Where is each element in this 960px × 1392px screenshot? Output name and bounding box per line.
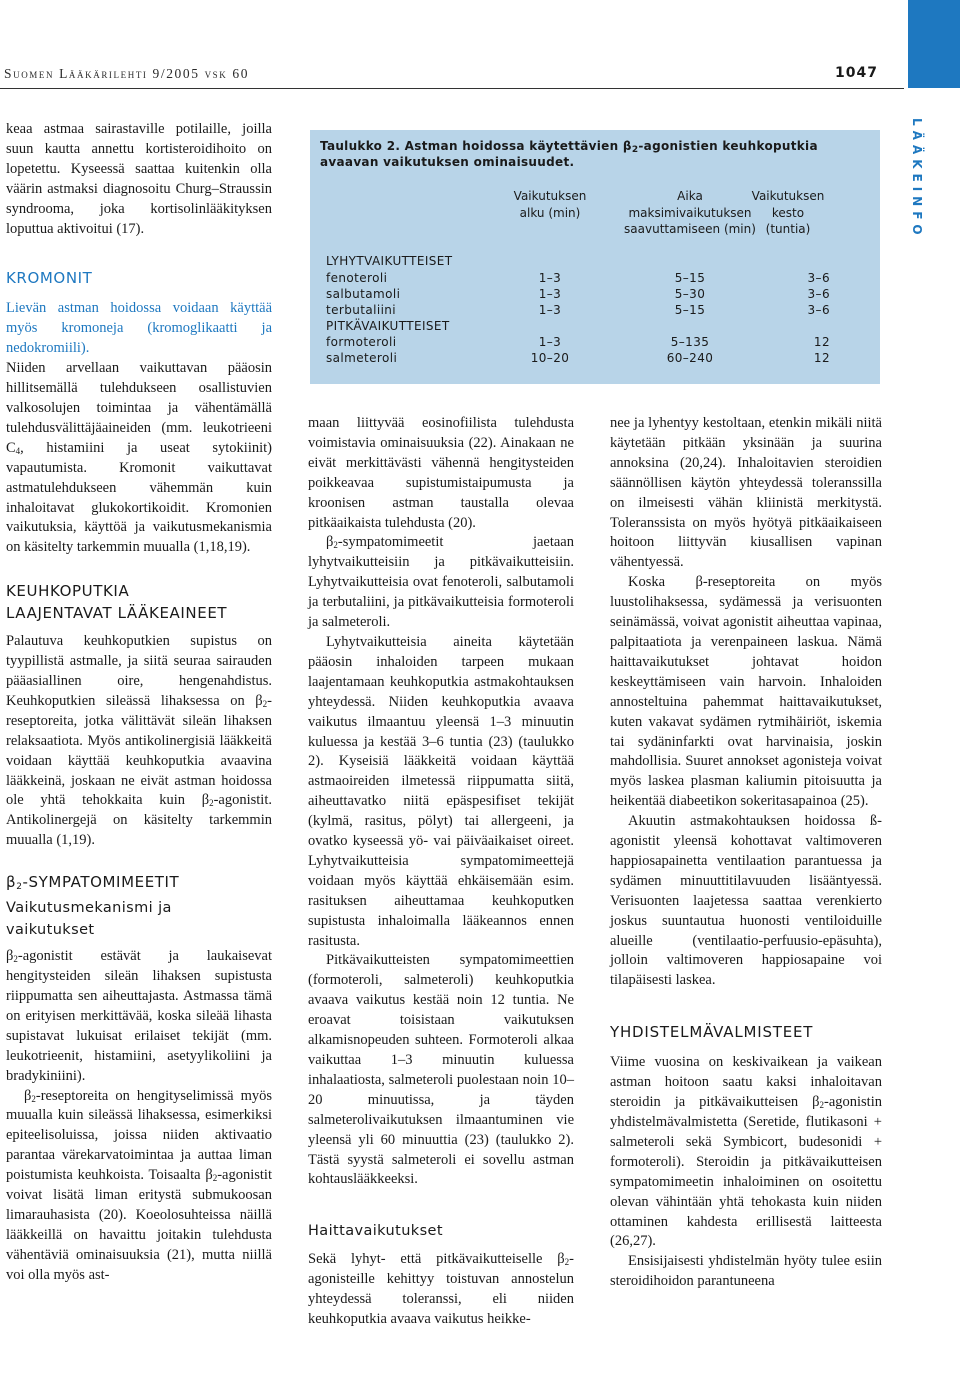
color-tab xyxy=(908,0,960,88)
paragraph: $\beta_2$-reseptoreita on hengityselimissä myös muualla kuin sileässä lihaksessa, esimerkiksi epiteelisoluissa, joissa niiden aktivaatio parantaa värekarvatoimintaa ja auttaa liman poistumista keuhkoista. Toisaalta $\beta_2$-agonistit voivat lisätä liman eritystä submukoosan limarauhasista (20). Koeolosuhteissa näillä lääkkeillä on havaittu joitakin tulehdusta vähentäviä ominaisuuksia (21), mutta niillä voi olla myös ast- xyxy=(6,1087,272,1283)
page-number: 1047 xyxy=(835,65,878,81)
table-row: salmeteroli 10–20 60–240 12 xyxy=(326,351,830,365)
table-row: fenoteroli 1–3 5–15 3–6 xyxy=(326,271,830,285)
table-group-label: PITKÄVAIKUTTEISET xyxy=(326,319,450,333)
heading-keuhkoputkia-line1: KEUHKOPUTKIA xyxy=(6,582,130,601)
column-1 xyxy=(6,120,272,1286)
paragraph: Palautuva keuhkoputkien supistus on tyypillistä astmalle, ja siitä seuraa sairauden pääasiallinen oire, hengenahdistus. Keuhkoputkien sileässä lihaksessa on $\beta_2$-reseptoreita, jotka välittävät sileän lihaksen relaksaatiota. Myös antikolinergisiä lääkkeitä voidaan käyttää keuhkoputkia avaavina lääkkeinä, joskaan ne eivät astman hoidossa ole yhtä tehokkaita kuin $\beta_2$-agonistit. Antikolinergejä on käsitelty tarkemmin muualla (1,19). xyxy=(6,633,272,849)
heading-yhdistelmavalmisteet: YHDISTELMÄVALMISTEET xyxy=(610,1023,814,1042)
running-header xyxy=(0,66,904,89)
heading-keuhkoputkia-line2: LAAJENTAVAT LÄÄKEAINEET xyxy=(6,604,228,623)
table-title: Taulukko 2. Astman hoidossa käytettävien $\beta_2$-agonistien keuhkoputkia avaavan vaikutuksen ominaisuudet. xyxy=(320,139,818,169)
column-3 xyxy=(610,414,882,1292)
column-2 xyxy=(308,414,574,1330)
heading-kromonit: KROMONIT xyxy=(6,269,93,288)
paragraph: maan liittyvää eosinofiilista tulehdusta voimistavia ominaisuuksia (22). Ainakaan ne eivät merkittävästi vähennä hengitysteiden poikkeavaa supistumistaipumusta ja kroonisen astman taustalla olevaa pitkäaikaista tulehdusta (20). xyxy=(308,415,574,531)
column-header-onset: Vaikutuksen alku (min) xyxy=(513,189,587,220)
paragraph: $\beta_2$-sympatomimeetit jaetaan lyhytvaikutteisiin ja pitkävaikutteisiin. Lyhytvaikutteisia ovat fenoteroli, salbutamoli ja terbutaliini, ja pitkävaikutteisia formoteroli ja salmeteroli. xyxy=(308,534,574,631)
paragraph: Pitkävaikutteisten sympatomimeettien (formoteroli, salmeteroli) keuhkoputkia avaava vaikutus kestää noin 12 tuntia. Ne eroavat toisistaan vaikutuksen alkamisnopeuden suhteen. Formoteroli alkaa vaikuttaa 1–3 minuutin kuluessa inhalaatiosta, salmeteroli puolestaan noin 10–20 minuutissa, ja täyden salmeterolivaikutuksen ilmaantuminen vie yleensä yli 60 minuuttia (23) (taulukko 2). Tästä syystä salmeteroli ei sovellu astman kohtauslääkkeeksi. xyxy=(308,952,574,1188)
subheading-mekanismi-line2: vaikutukset xyxy=(6,922,95,939)
paragraph: Ensisijaisesti yhdistelmän hyöty tulee esiin steroidihoidon parantuneena xyxy=(610,1253,882,1290)
paragraph: Koska β-reseptoreita on myös luustolihaksessa, sydämessä ja verisuonten seinämässä, voivat agonistit aiheuttaa vapinaa, palpitaatiota ja verenpaineen laskua. Nämä haittavaikutukset johtavat hoidon keskeyttämiseen vain harvoin. Inhaloiden annosteltuina pahemmat haittavaikutukset, kuten vakavat sydämen rytmihäiriöt, iskemia tai sydäninfarkti ovat harvinaisia, joskin mahdollisia. Suuret annokset agonisteja voivat myös laskea plasman kaliumin pitoisuutta ja heikentää diabeetikon sokeritasapainoa (25). xyxy=(610,574,882,810)
journal-reference: Suomen Lääkärilehti 9/2005 vsk 60 xyxy=(4,66,250,81)
table-2 xyxy=(310,130,880,384)
table-group-label: LYHYTVAIKUTTEISET xyxy=(326,254,453,268)
paragraph: Niiden arvellaan vaikuttavan pääosin hillitsemällä tulehdukseen osallistuvien valkosolujen toimintaa ja vähentämällä tulehdusvälittäjäaineiden (mm. leukotrieeni $C_4$, histamiini ja useat sytokiinit) vapautumista. Kromonit vaikuttavat astmatulehdukseen vähemmän kuin inhaloitavat glukokortikoidit. Kromonien vaikutuksia, käyttöä ja vaikutusmekanismia on käsitelty tarkemmin muualla (1,18,19). xyxy=(6,360,272,556)
paragraph: Akuutin astmakohtauksen hoidossa ß-agonistit yleensä kohottavat valtimoveren happiosapainetta ventilaation parantuessa ja sydämen minuuttitilavuuden lisääntyessä. Verisuonten laajetessa saattaa verenkierto joskus suuntautua huonosti ventiloiduille alueille (ventilaatio-perfuusio-epäsuhta), jolloin valtimoveren happiosapaine voi tilapäisesti laskea. xyxy=(610,813,882,989)
table-row: formoteroli 1–3 5–135 12 xyxy=(326,335,830,349)
paragraph: $\beta_2$-agonistit estävät ja laukaisevat hengitysteiden sileän lihaksen supistusta riippumatta sen aiheuttajasta. Astmassa tämä on erityisen merkittävää, koska sileää lihasta supistavat lukuisat erilaiset tekijät (mm. leukotrieenit, histamiini, asetyylikoliini ja bradykiniini). xyxy=(6,948,272,1084)
paragraph: keaa astmaa sairastaville potilaille, joilla suun kautta annettu kortisteroidihoito on lopetettu. Kyseessä saattaa kuitenkin olla väärin astmaksi diagnosoitu Churg–Straussin syndrooma, joka kortisolinlääkityksen loputtua aktivoitui (17). xyxy=(6,121,272,237)
column-header-peak: Aika maksimivaikutuksen saavuttamiseen (min) xyxy=(624,189,756,236)
subheading-haittavaikutukset: Haittavaikutukset xyxy=(308,1223,443,1240)
column-header-duration: Vaikutuksen kesto (tuntia) xyxy=(751,189,825,236)
paragraph: Lyhytvaikutteisia aineita käytetään pääosin inhaloiden tarpeen mukaan laajentamaan keuhkoputkia astmakohtauksen yhteydessä. Niiden keuhkoputkia avaava vaikutus ilmaantuu yleensä 1–3 minuutin kuluessa ja kestää 3–6 tuntia (23) (taulukko 2). Kyseisiä lääkkeitä voidaan käyttää astmaoireiden ilmetessä riippumatta siitä, aiheuttavatko niitä epäspesifiset tekijät (kylmä, rasitus, pölyt) tai allergeeni, ja ovatko kyseessä yö- vai päiväaikaiset oireet. Lyhytvaikutteisia sympatomimeettejä voidaan myös käyttää ehkäisemään esim. rasituksen aiheuttamaa keuhkoputken supistusta inhaloimalla lääkeannos ennen rasitusta. xyxy=(308,633,574,949)
table-row: terbutaliini 1–3 5–15 3–6 xyxy=(326,303,830,317)
subheading-mekanismi-line1: Vaikutusmekanismi ja xyxy=(6,900,172,917)
table-row: salbutamoli 1–3 5–30 3–6 xyxy=(326,287,830,301)
paragraph: Viime vuosina on keskivaikean ja vaikean astman hoitoon saatu kaksi inhaloitavan steroidin ja pitkävaikutteisen $\beta_2$-agonistin yhdistelmävalmistetta (Seretide, flutikasoni + salmeteroli sekä Symbicort, budesonidi + formoteroli). Steroidin ja pitkävaikutteisen sympatomimeetin inhaloiminen on osoitettu olevan vähintään yhtä tehokasta kuin niiden ottaminen kahdesta erillisestä laitteesta (26,27). xyxy=(610,1054,882,1250)
paragraph: nee ja lyhentyy kestoltaan, etenkin mikäli niitä käytetään pitkään yksinään ja suurina annoksina (20,24). Inhaloitavien steroidien säännöllisen käytön yhteydessä toleranssilla on ilmeisesti vähän kliinistä merkitystä. Toleranssista on myös hyötyä pitkäaikaiseen hoitoon liittyvän kiusallisen vapinan vähentyessä. xyxy=(610,415,882,571)
lead-paragraph: Lievän astman hoidossa voidaan käyttää myös kromoneja (kromoglikaatti ja nedokromiili). xyxy=(6,300,272,357)
section-side-label: LÄÄKEINFO xyxy=(910,118,924,240)
heading-beta2-sympatomimeetit: $\beta_2$-SYMPATOMIMEETIT xyxy=(6,873,180,893)
paragraph: Sekä lyhyt- että pitkävaikutteiselle $\beta_2$-agonisteille kehittyy toistuvan annostelun yhteydessä toleranssi, eli niiden keuhkoputkia avaava vaikutus heikke- xyxy=(308,1251,574,1328)
